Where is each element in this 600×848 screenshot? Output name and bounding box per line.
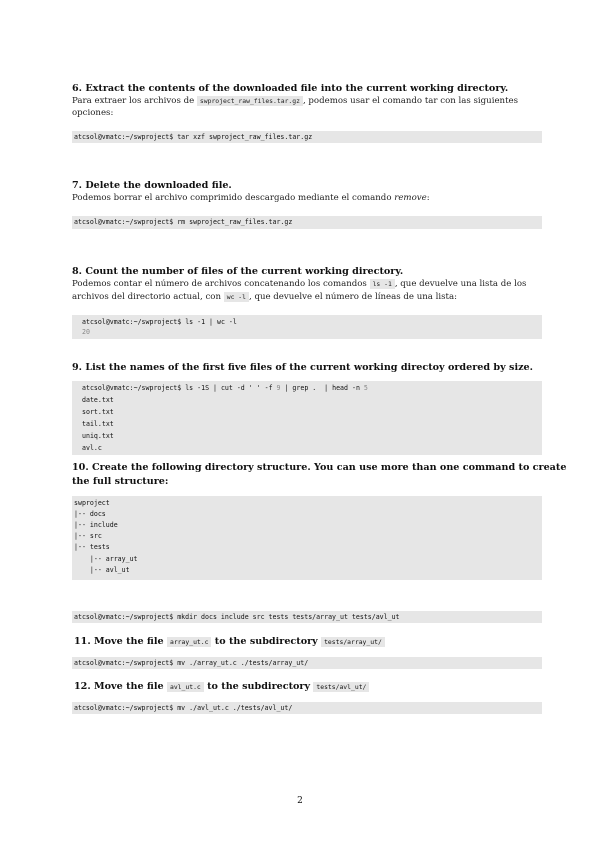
section-7-text-b: :: [426, 193, 430, 203]
section-11-heading-b: to the subdirectory: [211, 636, 322, 647]
section-12-inline-code-file: avl_ut.c: [167, 682, 204, 692]
section-10-heading-line2: the full structure:: [72, 476, 169, 487]
section-7-emphasis: remove: [394, 193, 427, 203]
tree-avl-ut: |-- avl_ut: [74, 566, 130, 574]
section-8-paragraph-line1: [72, 279, 526, 290]
section-8-text-d: , que devuelve el número de líneas de una lista:: [248, 292, 457, 302]
section-12-command: atcsol@vmatc:~/swproject$ mv ./avl_ut.c ./tests/avl_ut/: [74, 704, 293, 712]
section-10-tree-block: [72, 496, 542, 580]
section-9-file-3: tail.txt: [82, 420, 114, 428]
section-8-text-a: Podemos contar el número de archivos concatenando los comandos: [72, 279, 370, 289]
tree-src: |-- src: [74, 532, 102, 540]
section-8-command: atcsol@vmatc:~/swproject$ ls -1 | wc -l: [82, 318, 237, 326]
section-12-heading-b: to the subdirectory: [203, 681, 314, 692]
section-8-text-b: , que devuelve una lista de los: [394, 279, 527, 289]
section-8-code-block: [72, 315, 542, 339]
section-12-heading-a: 12. Move the file: [74, 681, 167, 692]
section-6-paragraph: [72, 96, 544, 107]
section-7-command: atcsol@vmatc:~/swproject$ rm swproject_raw_files.tar.gz: [74, 218, 293, 226]
section-10-heading-line1: 10. Create the following directory structure. You can use more than one command to create: [72, 462, 567, 473]
section-9-heading: 9. List the names of the first five files of the current working directoy ordered by size.: [72, 362, 533, 373]
tree-array-ut: |-- array_ut: [74, 555, 138, 563]
section-9-cmd-field-number: 9: [276, 384, 281, 392]
section-9-cmd-b: | grep . | head -n: [280, 384, 364, 392]
page-number: 2: [297, 796, 303, 806]
section-6-heading: 6. Extract the contents of the downloaded file into the current working directory.: [72, 83, 509, 94]
section-8-paragraph-line2: [72, 292, 457, 303]
section-9-code-block: [72, 381, 542, 455]
section-12-inline-code-dir: tests/avl_ut/: [313, 682, 369, 692]
section-10-code-block: [72, 611, 542, 623]
tree-docs: |-- docs: [74, 510, 106, 518]
section-12-code-block: [72, 702, 542, 714]
section-6-inline-code: swproject_raw_files.tar.gz: [197, 96, 303, 106]
section-11-command: atcsol@vmatc:~/swproject$ mv ./array_ut.c ./tests/array_ut/: [74, 659, 309, 667]
tree-include: |-- include: [74, 521, 118, 529]
section-6-code-block: [72, 131, 542, 143]
section-9-file-5: avl.c: [82, 444, 102, 452]
section-7-paragraph: [72, 193, 430, 204]
section-8-output: 20: [82, 328, 90, 336]
section-8-inline-code-ls: ls -1: [370, 279, 395, 289]
section-8-inline-code-wc: wc -l: [224, 292, 249, 302]
section-8-heading: 8. Count the number of files of the current working directory.: [72, 266, 404, 277]
section-6-text-a: Para extraer los archivos de: [72, 96, 197, 106]
section-10-command: atcsol@vmatc:~/swproject$ mkdir docs include src tests tests/array_ut tests/avl_ut: [74, 613, 400, 621]
section-11-code-block: [72, 657, 542, 669]
section-12-heading: [74, 681, 369, 693]
section-11-inline-code-dir: tests/array_ut/: [321, 637, 385, 647]
section-7-text-a: Podemos borrar el archivo comprimido descargado mediante el comando: [72, 193, 395, 203]
tree-tests: |-- tests: [74, 543, 110, 551]
section-9-file-4: uniq.txt: [82, 432, 114, 440]
tree-root: swproject: [74, 499, 110, 507]
section-9-file-2: sort.txt: [82, 408, 114, 416]
section-11-inline-code-file: array_ut.c: [167, 637, 211, 647]
section-6-text-b: , podemos usar el comando tar con las siguientes: [302, 96, 519, 106]
section-6-command: atcsol@vmatc:~/swproject$ tar xzf swproject_raw_files.tar.gz: [74, 133, 313, 141]
section-9-command: [82, 383, 368, 394]
section-7-code-block: [72, 216, 542, 229]
section-9-file-1: date.txt: [82, 396, 114, 404]
section-9-cmd-head-number: 5: [363, 384, 368, 392]
section-11-heading: [74, 636, 385, 648]
section-6-text-c: opciones:: [72, 108, 114, 118]
section-11-heading-a: 11. Move the file: [74, 636, 167, 647]
section-7-heading: 7. Delete the downloaded file.: [72, 180, 232, 191]
section-9-cmd-a: atcsol@vmatc:~/swproject$ ls -1S | cut -d ' ' -f: [82, 384, 277, 392]
section-8-text-c: archivos del directorio actual, con: [72, 292, 224, 302]
